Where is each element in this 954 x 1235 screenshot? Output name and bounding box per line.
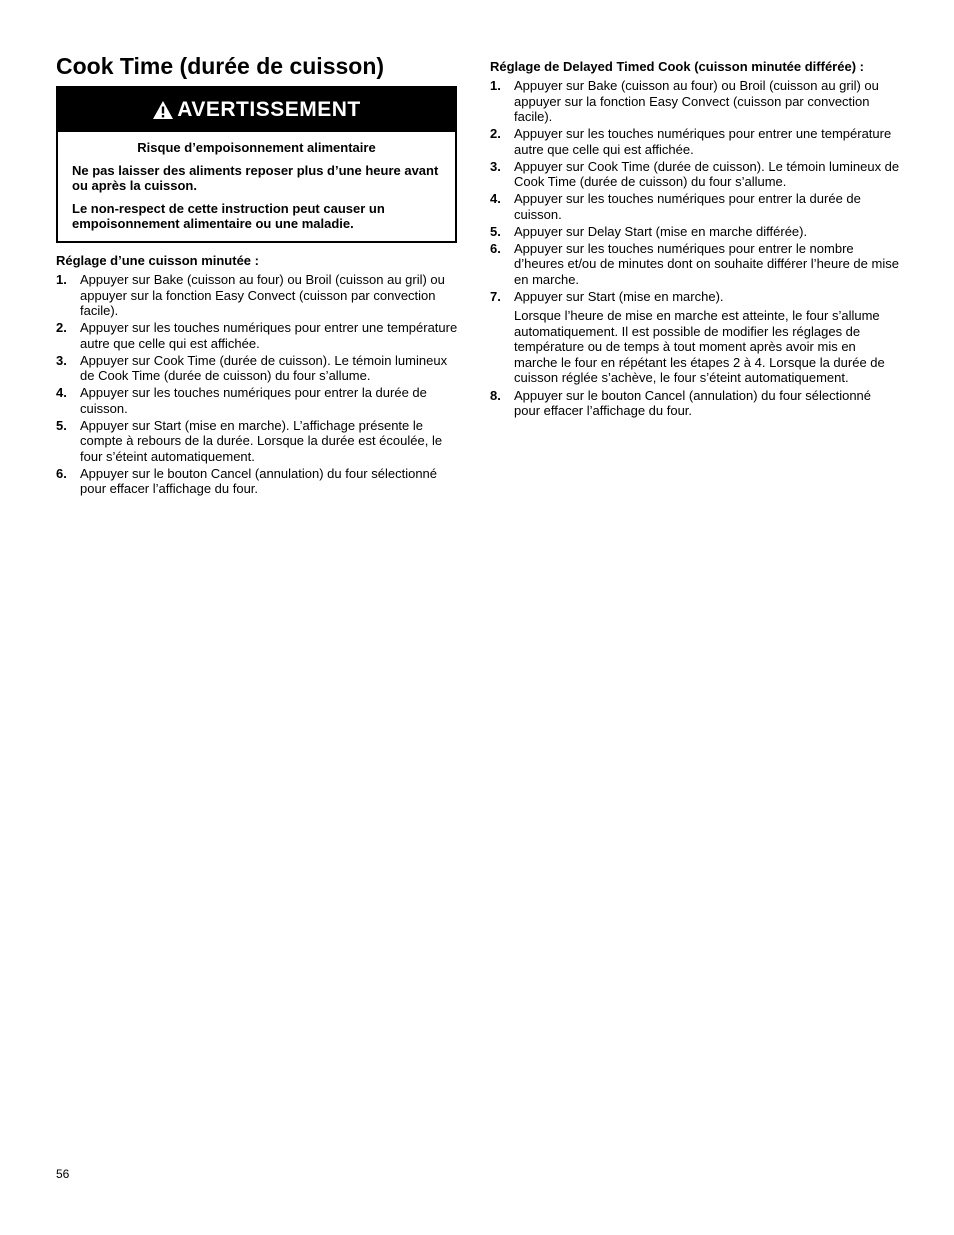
warning-triangle-icon [152,100,174,120]
step-number: 7. [490,288,501,304]
list-item [56,320,462,351]
step-number: 3. [490,158,501,174]
delayed-cook-steps [490,78,900,304]
list-item [56,272,462,319]
step-number: 3. [56,352,67,368]
step-note: Lorsque l’heure de mise en marche est atteinte, le four s’allume automatiquement. Il est possible de modifier les réglages de température ou de temps à tout moment après avoir mis en marche le four en répétant les étapes 2 à 4. Lorsque la durée de cuisson réglée s’achève, le four s’éteint automatiquement. [514,308,885,385]
timed-cook-steps [56,272,462,497]
step-text: Appuyer sur Cook Time (durée de cuisson). Le témoin lumineux de Cook Time (durée de cuisson) du four s’allume. [514,158,900,189]
list-item [56,418,462,465]
step-number: 6. [56,465,67,481]
step-text: Appuyer sur les touches numériques pour entrer la durée de cuisson. [514,191,861,222]
step-number: 5. [490,223,501,239]
warning-body [58,132,455,241]
step-text: Appuyer sur les touches numériques pour entrer le nombre d’heures et/ou de minutes dont on souhaite différer l’heure de mise en marche. [514,240,899,287]
timed-cook-heading: Réglage d’une cuisson minutée : [56,253,259,268]
page-number: 56 [56,1167,70,1181]
left-column [56,86,462,498]
step-text: Appuyer sur Start (mise en marche). [514,288,724,304]
list-item [490,289,900,305]
warning-paragraph: Ne pas laisser des aliments reposer plus d’une heure avant ou après la cuisson. [72,163,439,193]
list-item [490,388,900,419]
list-item [490,191,900,222]
list-item [490,224,900,240]
step-text: Appuyer sur le bouton Cancel (annulation) du four sélectionné pour effacer l’affichage du four. [514,387,872,418]
step-text: Appuyer sur Bake (cuisson au four) ou Broil (cuisson au gril) ou appuyer sur la fonction Easy Convect (cuisson par convection facile). [514,78,879,124]
step-text: Appuyer sur Delay Start (mise en marche différée). [514,223,808,239]
step-text: Appuyer sur les touches numériques pour entrer la durée de cuisson. [80,385,427,416]
warning-box [56,86,457,243]
list-item [490,241,900,288]
delayed-cook-heading: Réglage de Delayed Timed Cook (cuisson minutée différée) : [490,59,864,74]
step-text: Appuyer sur Cook Time (durée de cuisson). Le témoin lumineux de Cook Time (durée de cuisson) du four s’allume. [80,352,448,383]
list-item [56,466,462,497]
delayed-cook-final-step [490,388,900,419]
list-item [56,385,462,416]
step-text: Appuyer sur Start (mise en marche). L’affichage présente le compte à rebours de la durée. Lorsque la durée est écoulée, le four s’éteint automatiquement. [80,417,443,464]
step-number: 2. [490,126,501,141]
step-number: 4. [490,191,501,206]
page-title: Cook Time (durée de cuisson) [56,53,385,79]
step-number: 2. [56,320,67,335]
step-number: 6. [490,240,501,256]
step-number: 4. [56,385,67,400]
step-number: 1. [56,272,67,287]
right-column [490,59,900,420]
warning-subtitle: Risque d’empoisonnement alimentaire [137,140,376,155]
warning-header [58,88,455,132]
step-number: 8. [490,387,501,403]
list-item [56,353,462,384]
step-text: Appuyer sur le bouton Cancel (annulation) du four sélectionné pour effacer l’affichage du four. [80,465,438,496]
step-text: Appuyer sur Bake (cuisson au four) ou Broil (cuisson au gril) ou appuyer sur la fonction Easy Convect (cuisson par convection facile). [80,272,445,318]
step-text: Appuyer sur les touches numériques pour entrer une température autre que celle qui est affichée. [80,320,458,351]
list-item [490,126,900,157]
step-text: Appuyer sur les touches numériques pour entrer une température autre que celle qui est affichée. [514,126,892,157]
warning-title: AVERTISSEMENT [177,98,361,121]
list-item [490,159,900,190]
step-number: 5. [56,417,67,433]
list-item [490,78,900,125]
warning-paragraph: Le non-respect de cette instruction peut causer un empoisonnement alimentaire ou une maladie. [72,201,385,231]
step-number: 1. [490,78,501,93]
